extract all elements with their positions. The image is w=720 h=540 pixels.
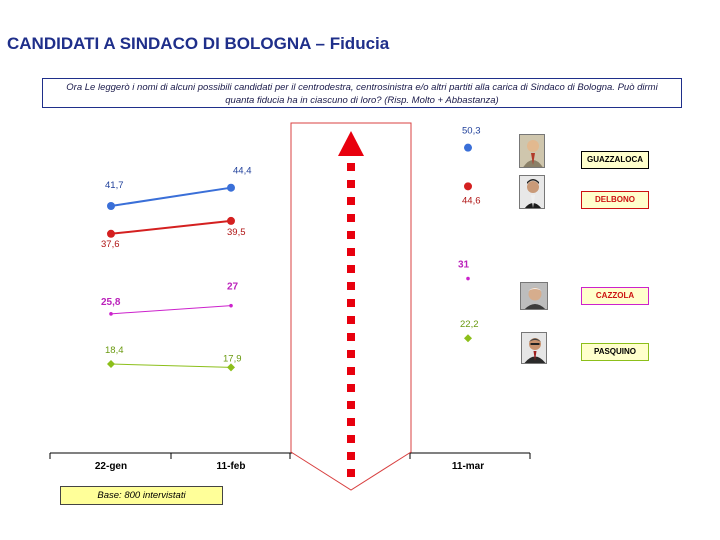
x-axis [50, 453, 530, 459]
candidate-label-guazzaloca: GUAZZALOCA [581, 151, 649, 169]
point-cazzola-11-feb [229, 304, 233, 308]
data-label-pasquino-11-mar: 22,2 [460, 319, 479, 331]
arrow-dash-7 [347, 282, 355, 290]
candidate-label-delbono: DELBONO [581, 191, 649, 209]
data-label-cazzola-22-gen: 25,8 [101, 296, 121, 308]
data-label-guazzaloca-22-gen: 41,7 [105, 180, 124, 191]
point-guazzaloca-22-gen [107, 202, 115, 210]
point-delbono-11-feb [227, 217, 235, 225]
arrow-dash-8 [347, 299, 355, 307]
point-guazzaloca-11-mar [464, 144, 472, 152]
point-pasquino-22-gen [107, 360, 115, 368]
candidate-photo-delbono [519, 175, 545, 209]
question-box: Ora Le leggerò i nomi di alcuni possibili candidati per il centrodestra, centrosinistra e/o altri partiti alla carica di Sindaco di Bologna. Può dirmi quanta fiducia ha in ciascuno di loro? (Risp. Molto + Abbastanza) [42, 78, 682, 108]
data-label-delbono-11-feb: 39,5 [227, 226, 246, 238]
title-dash: – [310, 34, 330, 53]
data-label-delbono-22-gen: 37,6 [101, 238, 120, 250]
point-delbono-22-gen [107, 230, 115, 238]
arrow-dash-18 [347, 469, 355, 477]
data-label-cazzola-11-mar: 31 [458, 259, 470, 271]
arrow-dash-13 [347, 384, 355, 392]
arrow-dash-5 [347, 248, 355, 256]
timeline-arrow [291, 123, 411, 490]
base-note: Base: 800 intervistati [60, 486, 223, 505]
point-pasquino-11-mar [464, 334, 472, 342]
data-label-delbono-11-mar: 44,6 [462, 195, 481, 207]
arrow-dash-0 [347, 163, 355, 171]
arrow-dash-10 [347, 333, 355, 341]
title-main: CANDIDATI A SINDACO DI BOLOGNA [7, 34, 311, 53]
title-sub: Fiducia [329, 34, 390, 53]
arrow-dash-1 [347, 180, 355, 188]
candidate-photo-pasquino [521, 332, 547, 364]
point-guazzaloca-11-feb [227, 184, 235, 192]
candidate-photo-cazzola [520, 282, 548, 310]
arrow-dash-2 [347, 197, 355, 205]
point-delbono-11-mar [464, 182, 472, 190]
candidate-label-cazzola: CAZZOLA [581, 287, 649, 305]
arrow-dash-12 [347, 367, 355, 375]
point-cazzola-11-mar [466, 277, 470, 281]
point-cazzola-22-gen [109, 312, 113, 316]
arrow-dash-14 [347, 401, 355, 409]
arrow-dash-16 [347, 435, 355, 443]
arrow-dash-15 [347, 418, 355, 426]
x-tick-labels [95, 461, 484, 472]
data-label-pasquino-11-feb: 17,9 [223, 353, 242, 365]
x-tick-label-11-feb: 11-feb [216, 461, 246, 472]
point-pasquino-11-feb [227, 363, 235, 371]
x-tick-label-11-mar: 11-mar [451, 461, 485, 472]
candidate-photo-guazzaloca [519, 134, 545, 168]
arrow-dash-6 [347, 265, 355, 273]
series-line-cazzola [111, 306, 231, 314]
data-label-cazzola-11-feb: 27 [227, 281, 239, 293]
series-line-pasquino [111, 364, 231, 367]
data-label-pasquino-22-gen: 18,4 [105, 345, 124, 356]
x-tick-label-22-gen: 22-gen [94, 461, 128, 472]
series-line-guazzaloca [111, 188, 231, 206]
arrow-dash-17 [347, 452, 355, 460]
arrow-dash-9 [347, 316, 355, 324]
arrow-dash-4 [347, 231, 355, 239]
data-label-guazzaloca-11-feb: 44,4 [233, 165, 252, 177]
series-line-delbono [111, 221, 231, 234]
arrow-dash-11 [347, 350, 355, 358]
candidate-label-pasquino: PASQUINO [581, 343, 649, 361]
arrow-dash-3 [347, 214, 355, 222]
data-label-guazzaloca-11-mar: 50,3 [462, 125, 481, 137]
